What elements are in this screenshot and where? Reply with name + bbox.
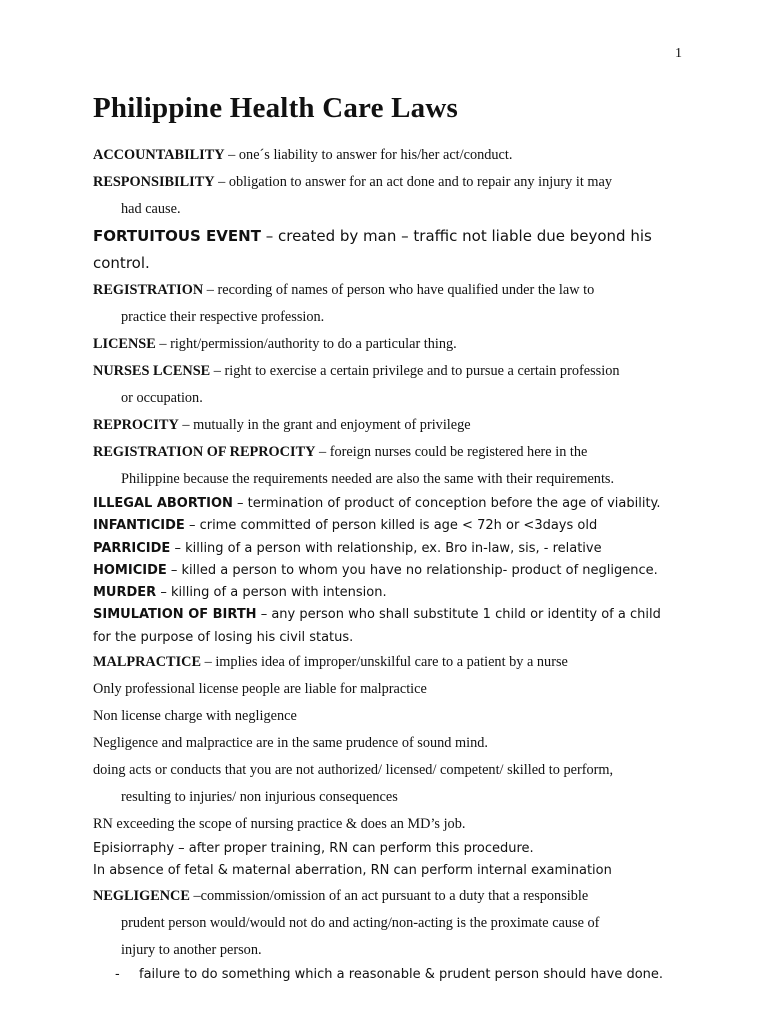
text-line <box>93 937 693 964</box>
line-text: Non license charge with negligence <box>93 708 297 725</box>
text-line <box>93 784 693 811</box>
text-line <box>93 142 693 169</box>
text-line <box>93 838 693 860</box>
line-text: – right to exercise a certain privilege and to pursue a certain profession <box>210 363 620 379</box>
line-text: RN exceeding the scope of nursing practice & does an MD’s job. <box>93 816 466 833</box>
line-text: – crime committed of person killed is age < 72h or <3days old <box>184 518 598 534</box>
line-text: – killed a person to whom you have no relationship- product of negligence. <box>166 562 658 578</box>
line-text: prudent person would/would not do and acting/non-acting is the proximate cause of <box>121 914 600 931</box>
text-line <box>93 358 693 385</box>
term-heading: SIMULATION OF BIRTH <box>93 607 257 623</box>
line-text: Negligence and malpractice are in the same prudence of sound mind. <box>93 735 488 752</box>
line-text: – mutually in the grant and enjoyment of privilege <box>178 417 471 433</box>
document-body <box>93 142 693 986</box>
text-line <box>93 649 693 676</box>
line-text: failure to do something which a reasonable & prudent person should have done. <box>139 966 664 982</box>
text-line <box>93 730 693 757</box>
page-number: 1 <box>675 46 682 61</box>
line-text: – killing of a person with relationship, ex. Bro in-law, sis, - relative <box>170 540 602 556</box>
text-line <box>93 604 693 626</box>
text-line <box>93 250 693 277</box>
text-line <box>93 703 693 730</box>
line-text: – foreign nurses could be registered here in the <box>315 444 588 460</box>
line-text: – killing of a person with intension. <box>156 585 387 601</box>
text-line <box>93 466 693 493</box>
line-text: – created by man – traffic not liable due beyond his <box>260 227 652 245</box>
text-line <box>93 515 693 537</box>
line-text: control. <box>93 254 150 272</box>
line-text: or occupation. <box>121 390 203 406</box>
text-line <box>93 538 693 560</box>
line-text: – any person who shall substitute 1 child or identity of a child <box>256 607 661 623</box>
text-line <box>93 169 693 196</box>
text-line <box>93 560 693 582</box>
term-heading: MURDER <box>93 585 157 601</box>
text-line <box>93 811 693 838</box>
term-heading: HOMICIDE <box>93 562 167 578</box>
line-text: Philippine because the requirements needed are also the same with their requirements. <box>121 471 615 487</box>
text-line <box>93 412 693 439</box>
line-text: Only professional license people are liable for malpractice <box>93 681 427 698</box>
text-line <box>93 331 693 358</box>
text-line <box>93 493 693 515</box>
line-text: – implies idea of improper/unskilful care to a patient by a nurse <box>201 654 568 671</box>
line-text: – one´s liability to answer for his/her act/conduct. <box>224 147 513 163</box>
text-line <box>93 385 693 412</box>
text-line <box>93 196 693 223</box>
term-heading: RESPONSIBILITY <box>93 174 215 190</box>
line-text: In absence of fetal & maternal aberration, RN can perform internal examination <box>93 863 612 879</box>
term-heading: MALPRACTICE <box>93 654 202 671</box>
line-text: for the purpose of losing his civil status. <box>93 629 354 645</box>
term-heading: FORTUITOUS EVENT <box>93 227 261 245</box>
line-text: – obligation to answer for an act done and to repair any injury it may <box>214 174 612 190</box>
line-text: – termination of product of conception before the age of viability. <box>232 496 661 511</box>
text-line <box>93 964 693 986</box>
term-heading: NEGLIGENCE <box>93 887 190 904</box>
line-text: – right/permission/authority to do a particular thing. <box>155 336 457 352</box>
line-text: had cause. <box>121 201 181 217</box>
term-heading: REPROCITY <box>93 417 179 433</box>
text-line <box>93 223 693 250</box>
text-line <box>93 883 693 910</box>
term-heading: LICENSE <box>93 336 156 352</box>
bullet-marker: - <box>115 966 120 982</box>
term-heading: PARRICIDE <box>93 540 171 556</box>
line-text: Episiorraphy – after proper training, RN can perform this procedure. <box>93 841 534 857</box>
term-heading: NURSES LCENSE <box>93 363 211 379</box>
text-line <box>93 757 693 784</box>
text-line <box>93 627 693 649</box>
line-text: doing acts or conducts that you are not authorized/ licensed/ competent/ skilled to perform, <box>93 762 614 779</box>
term-heading: REGISTRATION <box>93 282 204 298</box>
line-text: – recording of names of person who have qualified under the law to <box>203 282 595 298</box>
term-heading: ILLEGAL ABORTION <box>93 496 233 511</box>
text-line <box>93 910 693 937</box>
line-text: resulting to injuries/ non injurious consequences <box>121 789 398 806</box>
text-line <box>93 860 693 882</box>
text-line <box>93 439 693 466</box>
text-line <box>93 582 693 604</box>
page-title: Philippine Health Care Laws <box>93 92 458 124</box>
term-heading: INFANTICIDE <box>93 518 185 534</box>
text-line <box>93 304 693 331</box>
term-heading: REGISTRATION OF REPROCITY <box>93 444 316 460</box>
line-text: practice their respective profession. <box>121 309 325 325</box>
text-line <box>93 676 693 703</box>
text-line <box>93 277 693 304</box>
line-text: –commission/omission of an act pursuant to a duty that a responsible <box>189 887 589 904</box>
line-text: injury to another person. <box>121 941 262 958</box>
term-heading: ACCOUNTABILITY <box>93 147 225 163</box>
